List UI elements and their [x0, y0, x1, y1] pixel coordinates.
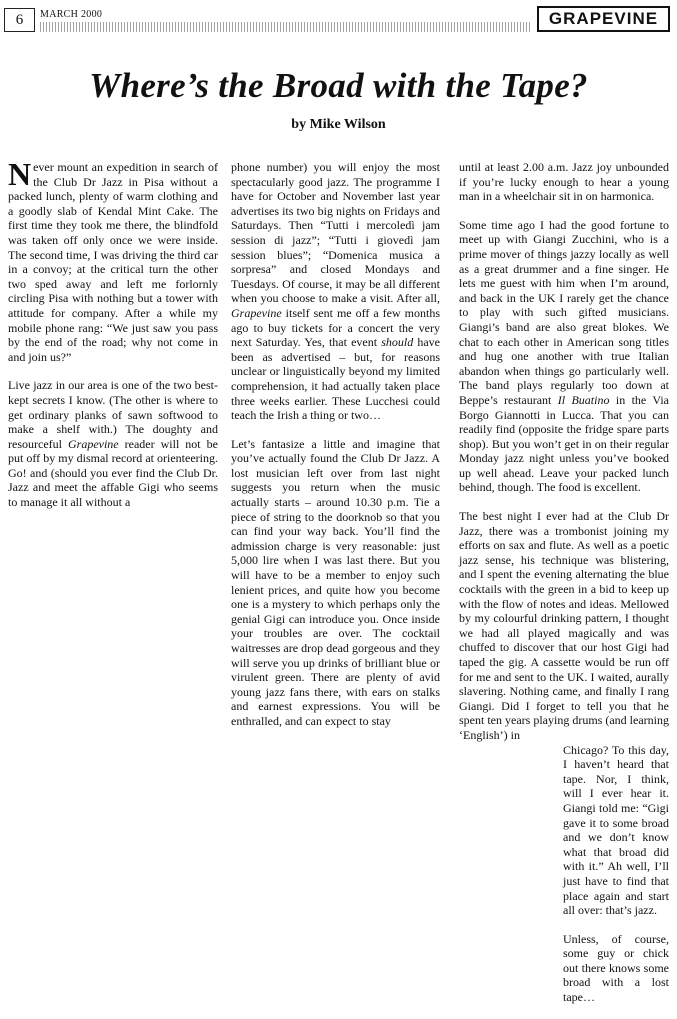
page-number: 6	[4, 8, 35, 32]
paragraph-6: Unless, of course, some guy or chick out there knows some broad with a lost tape…	[563, 931, 669, 1005]
paragraph-5-continued: Chicago? To this day, I haven’t heard that tape. Nor, I think, will I ever hear it. Giangi told me: “Gigi gave it to some broad and we don’t know what that broad did with it.” Ah well, I’ll just have to find that place again and start all over: that’s jazz.	[563, 742, 669, 918]
paragraph-4: Some time ago I had the good fortune to meet up with Giangi Zucchini, who is a prime mover of things jazzy locally as well as a great drummer and a fine singer. He lets me guest with him when I’m around, and back in the UK I rarely get the chance to play with such gifted musicians. Giangi’s band are also great blokes. We chat to each other in American song titles and hug one another with true Italian abandon when things go particularly well. The band plays regularly too down at Beppe’s restaurant Il Buatino in the Via Borgo Giannotti in Lucca. That you can readily find (opposite the fridge spare parts shop). But you won’t get in on their regular Monday jazz night unless you’ve booked up well ahead. Leave your packed lunch behind, though. The food is excellent.	[459, 217, 670, 495]
article-column-3	[459, 160, 669, 1019]
magazine-logo: GRAPEVINE	[537, 6, 670, 32]
paragraph-3-continued: until at least 2.00 a.m. Jazz joy unbounded if you’re lucky enough to hear a young man in a wheelchair sit in on harmonica.	[459, 160, 669, 204]
issue-date: MARCH 2000	[40, 9, 103, 20]
article-title: Where’s the Broad with the Tape?	[89, 66, 588, 105]
paragraph-2-continued: phone number) you will enjoy the most spectacularly good jazz. The programme I have for October and November last year advertises its two big nights on Fridays and Saturdays. Then “Tutti i mercoledì jam session di jazz”; “Tutti i giovedì jam session blues”; “Domenica musica a sorpresa” and closed Mondays and Tuesdays. Of course, it may be all different when you choose to make a visit. After all, Grapevine itself sent me off a few months ago to buy tickets for a concert the very next Saturday. Yes, that event should have been as advertised – but, for reasons unclear or linguistically beyond my limited comprehension, it had actually taken place three weeks earlier. These Lucchesi could teach the Irish a thing or two…	[231, 160, 440, 423]
paragraph-5: The best night I ever had at the Club Dr Jazz, there was a trombonist joining my efforts on sax and flute. As well as a poetic jazz sense, his technique was blistering, and I spent the evening alternating the blue cocktails with the green in a bid to keep up with the flow of notes and ideas. Mellowed by my colourful drinking pattern, I thought we had all played magically and was chuffed to discover that our host Gigi had taped the gig. A cassette would be run off for me and sent to the UK. I waited, aurally slavering. Nothing came, and finally I rang Giangi. Did I forget to tell you that he spent ten years playing drums (and learning ‘English’) in	[459, 509, 669, 742]
article-column-2	[231, 160, 440, 743]
article-column-1	[8, 156, 218, 524]
paragraph-2: Live jazz in our area is one of the two best-kept secrets I know. (The other is where to get ordinary planks of sawn softwood to make a shelf with.) The doughty and resourceful Grapevine reader will not be put off by my dismal record at orienteering. Go! and (should you ever find the Club Dr. Jazz and meet the affable Gigi who seems to manage it all without a	[8, 378, 218, 510]
header-rule	[40, 22, 532, 32]
article-byline: by Mike Wilson	[291, 117, 386, 132]
drop-cap: N	[8, 156, 32, 192]
paragraph-1: Never mount an expedition in search of the Club Dr Jazz in Pisa without a packed lunch, plenty of warm clothing and a goodly slab of Kendal Mint Cake. The first time they took me there, the blindfold was taken off only once we were inside. The second time, I was driving the third car in a convoy; at the critical turn the other two sped away and left me forlornly circling Pisa with nothing but a tower with attitude for company. After a while my mobile phone rang: “We just saw you pass by the end of the road; why not come in and join us?”	[8, 156, 218, 364]
page-header	[0, 0, 677, 40]
paragraph-3: Let’s fantasize a little and imagine that you’ve actually found the Club Dr Jazz. A lost musician left over from last night suggests you return when the music actually starts – around 10.30 p.m. Tie a piece of string to the doorknob so that you can find your way back. You’ll find the admission charge is very reasonable: just 5,000 lire when I was last there. But you will have to be a member to enjoy such lenient prices, and quite how you become one is a mystery to which perhaps only the genial Gigi can introduce you. Once inside your troubles are over. The cocktail waitresses are drop dead gorgeous and they will serve you up drinks of brilliant blue or virulent green. There are plenty of avid young jazz fans there, with ears on stalks and earnest expressions. You will be enthralled, and can expect to stay	[231, 436, 440, 728]
